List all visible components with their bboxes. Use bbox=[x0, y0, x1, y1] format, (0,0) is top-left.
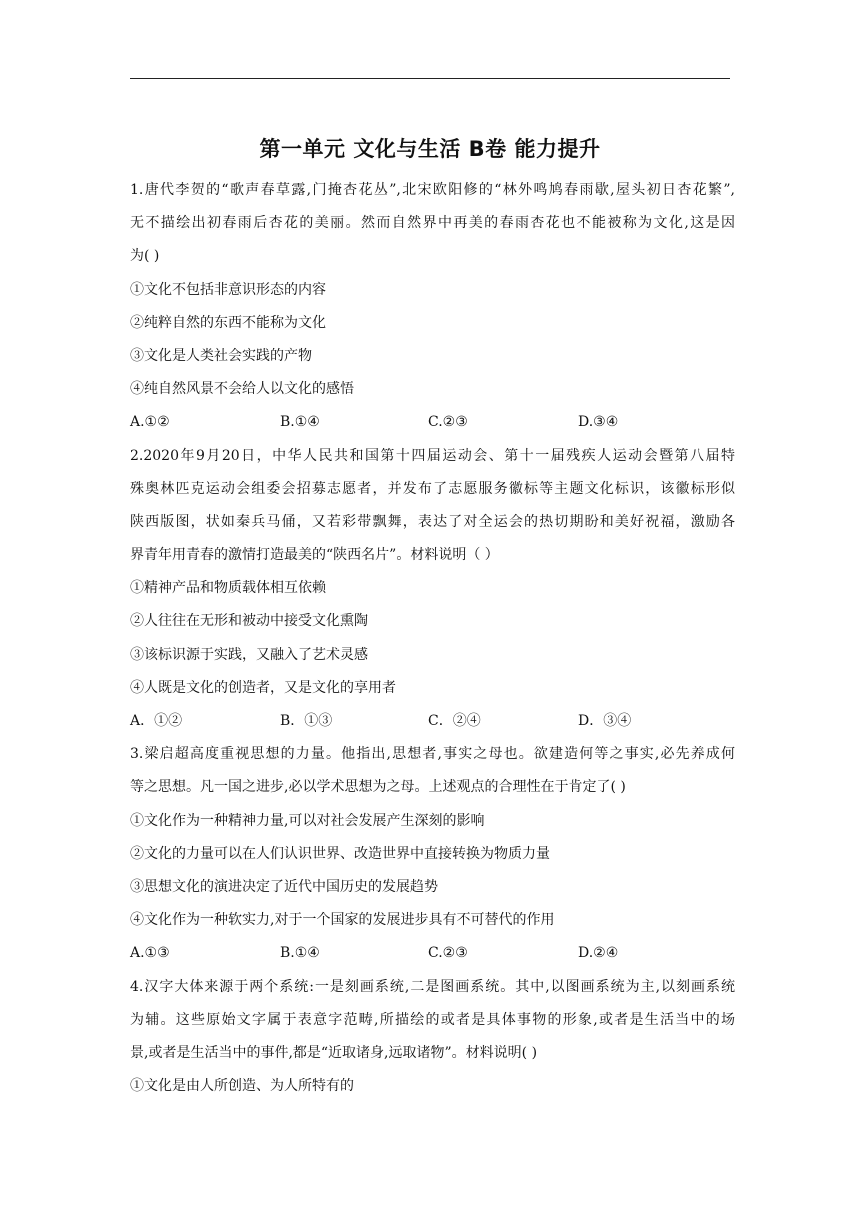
question-stem-line: 为( ) bbox=[130, 248, 160, 265]
statement: ②文化的力量可以在人们认识世界、改造世界中直接转换为物质力量 bbox=[130, 845, 550, 862]
statement: ③文化是人类社会实践的产物 bbox=[130, 347, 312, 364]
answer-choices bbox=[130, 937, 735, 970]
answer-choices bbox=[130, 406, 735, 439]
choice-d: D.③④ bbox=[578, 414, 619, 431]
choice-c: C．②④ bbox=[428, 713, 481, 729]
question-stem-line: 景,或者是生活当中的事件,都是“近取诸身,远取诸物”。材料说明( ) bbox=[130, 1044, 538, 1061]
statement: ④人既是文化的创造者，又是文化的享用者 bbox=[130, 679, 396, 696]
question-stem-line: 为辅。这些原始文字属于表意字范畴,所描绘的或者是具体事物的形象,或者是生活当中的场 bbox=[130, 1011, 735, 1028]
question-stem-line: 殊奥林匹克运动会组委会招募志愿者，并发布了志愿服务徽标等主题文化标识，该徽标形似 bbox=[130, 480, 735, 497]
choice-b: B．①③ bbox=[280, 713, 333, 729]
question-stem-line: 等之思想。凡一国之进步,必以学术思想为之母。上述观点的合理性在于肯定了( ) bbox=[130, 779, 626, 796]
question-stem-line: 无不描绘出初春雨后杏花的美丽。然而自然界中再美的春雨杏花也不能被称为文化,这是因 bbox=[130, 215, 735, 232]
choice-b: B.①④ bbox=[280, 945, 320, 962]
question-2 bbox=[130, 440, 735, 739]
question-3 bbox=[130, 738, 735, 970]
statement: ①文化作为一种精神力量,可以对社会发展产生深刻的影响 bbox=[130, 812, 485, 829]
choice-b: B.①④ bbox=[280, 414, 320, 431]
question-stem-line: 陕西版图，状如秦兵马俑，又若彩带飘舞，表达了对全运会的热切期盼和美好祝福，激励各 bbox=[130, 513, 735, 530]
question-stem-line: 3.梁启超高度重视思想的力量。他指出,思想者,事实之母也。欲建造何等之事实,必先养成何 bbox=[130, 746, 735, 763]
question-list bbox=[130, 174, 735, 1103]
page-title: 第一单元 文化与生活 B卷 能力提升 bbox=[259, 137, 601, 161]
statement: ②纯粹自然的东西不能称为文化 bbox=[130, 314, 326, 331]
header-rule bbox=[130, 78, 730, 79]
choice-a: A.①② bbox=[130, 414, 170, 431]
statement: ③该标识源于实践，又融入了艺术灵感 bbox=[130, 646, 368, 663]
statement: ①文化是由人所创造、为人所特有的 bbox=[130, 1078, 354, 1095]
statement: ④纯自然风景不会给人以文化的感悟 bbox=[130, 381, 354, 398]
question-stem-line: 4.汉字大体来源于两个系统:一是刻画系统,二是图画系统。其中,以图画系统为主,以刻画系统 bbox=[130, 978, 735, 995]
choice-d: D．③④ bbox=[578, 713, 632, 729]
statement: ②人往往在无形和被动中接受文化熏陶 bbox=[130, 613, 368, 630]
choice-a: A．①② bbox=[130, 713, 183, 729]
answer-choices bbox=[130, 705, 735, 738]
question-stem-line: 1.唐代李贺的“歌声春草露,门掩杏花丛”,北宋欧阳修的“林外鸣鸠春雨歇,屋头初日杏花繁”, bbox=[130, 182, 735, 198]
choice-c: C.②③ bbox=[428, 414, 468, 431]
question-1 bbox=[130, 174, 735, 440]
statement: ①文化不包括非意识形态的内容 bbox=[130, 281, 326, 298]
choice-d: D.②④ bbox=[578, 945, 619, 962]
question-stem-line: 2.2020年9月20日，中华人民共和国第十四届运动会、第十一届残疾人运动会暨第八届特 bbox=[130, 447, 735, 464]
question-4 bbox=[130, 971, 735, 1104]
choice-c: C.②③ bbox=[428, 945, 468, 962]
choice-a: A.①③ bbox=[130, 945, 170, 962]
statement: ④文化作为一种软实力,对于一个国家的发展进步具有不可替代的作用 bbox=[130, 912, 555, 929]
statement: ①精神产品和物质载体相互依赖 bbox=[130, 580, 326, 597]
statement: ③思想文化的演进决定了近代中国历史的发展趋势 bbox=[130, 878, 438, 895]
question-stem-line: 界青年用青春的激情打造最美的“陕西名片”。材料说明（ ） bbox=[130, 547, 499, 564]
